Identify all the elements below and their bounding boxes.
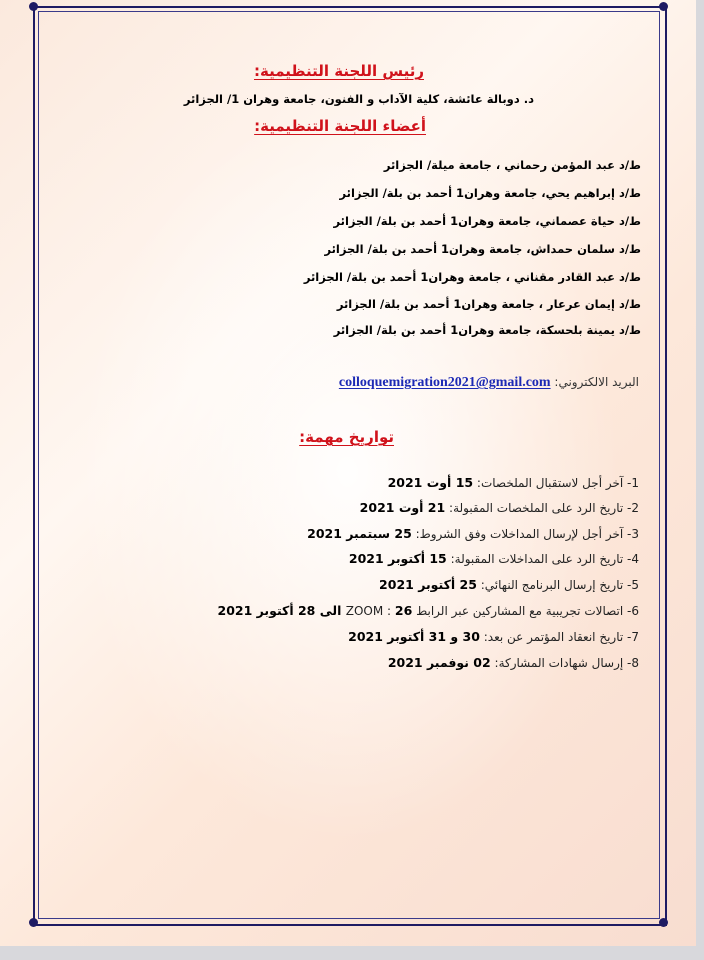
member-item: ط/د إبراهيم يحي، جامعة وهران1 أحمد بن بلة/ الجزائر — [339, 186, 641, 200]
chair-heading: رئيس اللجنة التنظيمية: — [254, 62, 424, 80]
member-item: ط/د إيمان عرعار ، جامعة وهران1 أحمد بن بلة/ الجزائر — [336, 297, 641, 311]
member-item: ط/د عبد القادر مقناني ، جامعة وهران1 أحمد بن بلة/ الجزائر — [303, 270, 641, 284]
date-label: 1- آخر أجل لاستقبال الملخصات: — [476, 476, 639, 490]
date-item — [348, 629, 639, 644]
date-label: 6- اتصالات تجريبية مع المشاركين عبر الرابط ZOOM : — [345, 604, 639, 618]
corner-dot-top-left — [29, 2, 38, 11]
date-value: 02 نوفمبر 2021 — [387, 655, 491, 670]
member-item: ط/د عبد المؤمن رحماني ، جامعة ميلة/ الجزائر — [383, 158, 641, 172]
date-value: 25 أكتوبر 2021 — [379, 577, 477, 592]
date-item — [388, 475, 639, 490]
date-value: 15 أوت 2021 — [387, 475, 474, 490]
email-link[interactable]: colloquemigration2021@gmail.com — [338, 375, 551, 390]
date-item — [307, 526, 639, 541]
date-label: 4- تاريخ الرد على المداخلات المقبولة: — [450, 552, 639, 566]
date-item — [360, 500, 639, 515]
dates-heading: تواريخ مهمة: — [299, 428, 394, 446]
page-border-inner — [38, 11, 660, 919]
date-item — [379, 577, 639, 592]
email-label: البريد الالكتروني: — [554, 375, 639, 389]
member-item: ط/د حياة عصماني، جامعة وهران1 أحمد بن بلة/ الجزائر — [333, 214, 641, 228]
date-label: 5- تاريخ إرسال البرنامج النهائي: — [480, 578, 639, 592]
date-value: 21 أوت 2021 — [359, 500, 446, 515]
corner-dot-bottom-right — [659, 918, 668, 927]
member-item: ط/د يمينة بلحسكة، جامعة وهران1 أحمد بن بلة/ الجزائر — [333, 323, 641, 337]
chair-name: د. دوبالة عائشة، كلية الآداب و الفنون، جامعة وهران 1/ الجزائر — [183, 92, 534, 106]
date-label: 3- آخر أجل لإرسال المداخلات وفق الشروط: — [415, 527, 639, 541]
date-item — [388, 655, 639, 670]
date-value: 25 سبتمبر 2021 — [307, 526, 412, 541]
members-heading: أعضاء اللجنة التنظيمية: — [254, 117, 426, 135]
corner-dot-top-right — [659, 2, 668, 11]
date-label: 7- تاريخ انعقاد المؤتمر عن بعد: — [483, 630, 639, 644]
date-label: 8- إرسال شهادات المشاركة: — [494, 656, 639, 670]
member-item: ط/د سلمان حمداش، جامعة وهران1 أحمد بن بلة/ الجزائر — [324, 242, 641, 256]
date-label: 2- تاريخ الرد على الملخصات المقبولة: — [449, 501, 639, 515]
date-value: 15 أكتوبر 2021 — [348, 551, 447, 566]
date-item — [218, 603, 640, 618]
date-value: 26 الى 28 أكتوبر 2021 — [217, 603, 413, 618]
email-row — [339, 375, 639, 391]
date-item — [349, 551, 639, 566]
corner-dot-bottom-left — [29, 918, 38, 927]
date-value: 30 و 31 أكتوبر 2021 — [348, 629, 480, 644]
